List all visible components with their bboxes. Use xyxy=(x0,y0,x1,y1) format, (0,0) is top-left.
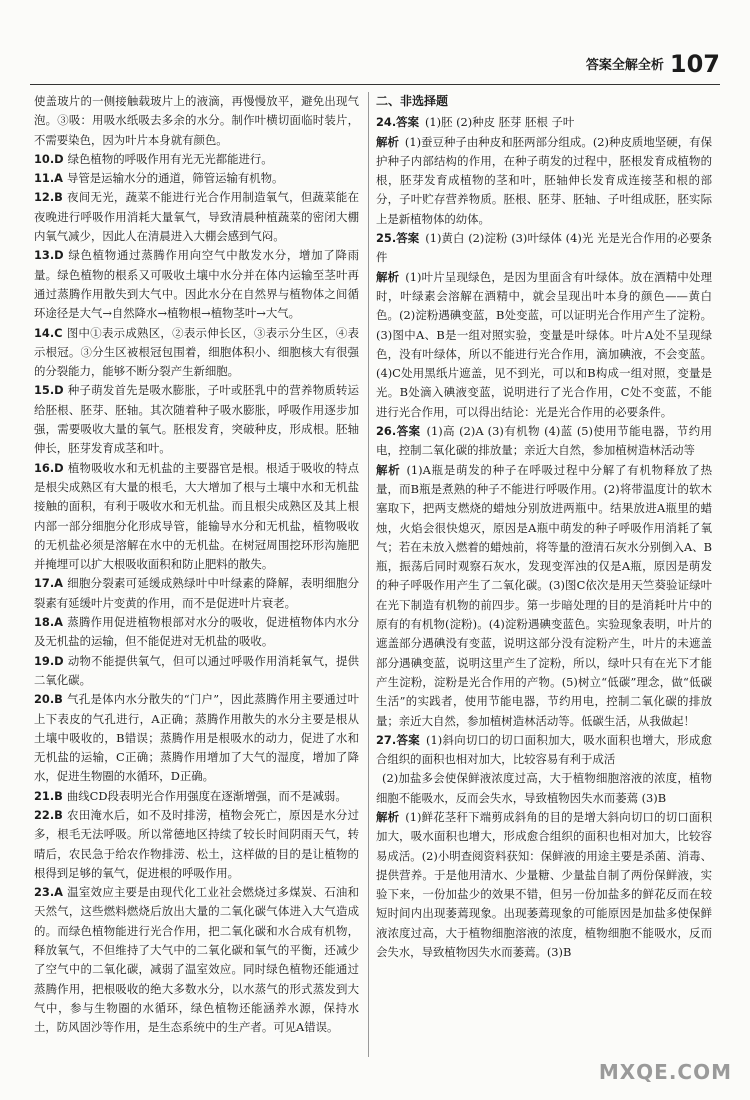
item-text: 夜间无光，蔬菜不能进行光合作用制造氧气，但蔬菜能在夜晚进行呼吸作用消耗大量氧气，导致清晨种植蔬菜的密闭大棚内氧气减少，因此人在清晨进入大棚会感到气闷。 xyxy=(34,190,359,244)
answer-item xyxy=(34,690,359,786)
answer-block xyxy=(376,268,712,422)
answer-block xyxy=(376,229,712,268)
item-text: 绿色植物的呼吸作用有光无光都能进行。 xyxy=(67,151,273,166)
block-tag: 25.答案 xyxy=(376,231,420,246)
item-number: 21.B xyxy=(34,788,63,803)
item-number: 22.B xyxy=(34,807,63,822)
right-column xyxy=(376,92,712,962)
item-number: 16.D xyxy=(34,460,64,475)
answer-item xyxy=(34,169,359,188)
block-text: (1)胚 (2)种皮 胚芽 胚根 子叶 xyxy=(424,115,575,130)
block-text: (1)黄白 (2)淀粉 (3)叶绿体 (4)光 光是光合作用的必要条件 xyxy=(376,231,712,265)
block-text: (1)鲜花茎秆下端剪成斜角的目的是增大斜向切口的切口面积加大，吸水面积也增大，形成愈合组织的面积也相对加大，比较容易成活。(2)小明查阅资料获知：保鲜液的用途主要是杀菌、消毒、提供营养。于是他用清水、少量糖、少量盐自制了两份保鲜液，实验下来，一份加盐少的效果不错，但另一份加盐多的鲜花反而在较短时间内出现萎蔫现象。出现萎蔫现象的可能原因是加盐多使保鲜液浓度过高，大于植物细胞溶液的浓度，植物细胞不能吸水，反而会失水，导致植物因失水而萎蔫。(3)B xyxy=(376,809,712,960)
answer-block xyxy=(376,113,712,132)
item-number: 10.D xyxy=(34,151,64,166)
answer-item xyxy=(34,652,359,691)
item-text: 种子萌发首先是吸水膨胀，子叶或胚乳中的营养物质转运给胚根、胚芽、胚轴。其次随着种子吸水膨胀，呼吸作用逐步加强，需要吸收大量的氧气。胚根发育，突破种皮，形成根。胚轴伸长，胚芽发育成茎和叶。 xyxy=(34,383,359,456)
answer-block xyxy=(376,422,712,461)
answer-item xyxy=(34,787,359,806)
item-number: 15.D xyxy=(34,383,64,398)
answer-block xyxy=(376,461,712,731)
item-number: 12.B xyxy=(34,190,63,205)
item-number: 14.C xyxy=(34,325,63,340)
answer-block xyxy=(376,731,712,770)
item-number: 17.A xyxy=(34,576,63,591)
item-text: 导管是运输水分的通道，筛管运输有机物。 xyxy=(67,171,284,186)
block-text: (1)A瓶是萌发的种子在呼吸过程中分解了有机物释放了热量，而B瓶是煮熟的种子不能进行呼吸作用。(2)将带温度计的软木塞取下，把两支燃烧的蜡烛分别放进两瓶中。结果放进A瓶里的蜡烛，火焰会很快熄灭，原因是A瓶中萌发的种子呼吸作用消耗了氧气；若在未放入燃着的蜡烛前，将等量的澄清石灰水分别倒入A、B瓶，振荡后同时观察石灰水，发现变浑浊的仅是A瓶，原因是萌发的种子呼吸作用产生了二氧化碳。(3)图C依次是用天竺葵验证绿叶在光下制造有机物的前四步。第一步暗处理的目的是消耗叶片中的原有的有机物(淀粉)。(4)淀粉遇碘变蓝色。实验现象表明，叶片的遮盖部分遇碘没有变蓝，说明这部分没有淀粉产生，叶片的未遮盖部分遇碘变蓝，说明这里产生了淀粉，所以，绿叶只有在光下才能产生淀粉，淀粉是光合作用的产物。(5)树立“低碳”理念，做“低碳生活”的实践者，使用节能电器，节约用电，控制二氧化碳的排放量；亲近大自然，参加植树造林活动等。低碳生活，从我做起！ xyxy=(376,462,712,728)
item-text: 温室效应主要是由现代化工业社会燃烧过多煤炭、石油和天然气，这些燃料燃烧后放出大量的二氧化碳气体进入大气造成的。而绿色植物能进行光合作用，把二氧化碳和水合成有机物，释放氧气，不但维持了大气中的二氧化碳和氧气的平衡，还减少了空气中的二氧化碳，减弱了温室效应。同时绿色植物还能通过蒸腾作用，把根吸收的绝大多数水分，以水蒸气的形式蒸发到大气中，参与生物圈的水循环，绿色植物还能涵养水源，保持水土，防风固沙等作用，是生态系统中的生产者。可见A错误。 xyxy=(34,885,359,1035)
block-tag: 24.答案 xyxy=(376,115,419,130)
answer-item xyxy=(34,381,359,458)
block-text: (1)叶片呈现绿色，是因为里面含有叶绿体。放在酒精中处理时，叶绿素会溶解在酒精中，就会呈现出叶本身的颜色——黄白色。(2)淀粉遇碘变蓝，B处变蓝，可以证明光合作用产生了淀粉。(3)图中A、B是一组对照实验，变量是叶绿体。叶片A处不呈现绿色，没有叶绿体，所以不能进行光合作用，滴加碘液，不会变蓝。(4)C处用黑纸片遮盖，见不到光，可以和B构成一组对照，变量是光。B处滴入碘液变蓝，说明进行了光合作用，C处不变蓝，不能进行光合作用，可以得出结论：光是光合作用的必要条件。 xyxy=(376,269,712,419)
watermark-logo: MXQE.COM xyxy=(598,1060,732,1084)
section-heading: 二、非选择题 xyxy=(376,94,449,108)
answer-item xyxy=(34,324,359,382)
block-text: (2)加盐多会使保鲜液浓度过高，大于植物细胞溶液的浓度，植物细胞不能吸水，反而会失水，导致植物因失水而萎蔫 (3)B xyxy=(376,771,712,805)
item-text: 农田淹水后，如不及时排涝，植物会死亡，原因是水分过多，根毛无法呼吸。所以常德地区持续了较长时间阴雨天气，转晴后，农民急于给农作物排涝、松土，这样做的目的是让植物的根得到足够的氧气，促进根的呼吸作用。 xyxy=(34,807,359,880)
item-text: 绿色植物通过蒸腾作用向空气中散发水分，增加了降雨量。绿色植物的根系又可吸收土壤中水分并在体内运输至茎叶再通过蒸腾作用散失到大气中。因此水分在自然界与植物体之间循环途径是大气→自然降水→植物根→植物茎叶→大气。 xyxy=(34,248,359,321)
block-text: (1)高 (2)A (3)有机物 (4)蓝 (5)使用节能电器，节约用电，控制二氧化碳的排放量；亲近大自然，参加植树造林活动等 xyxy=(376,424,712,458)
answer-block xyxy=(376,808,712,962)
item-text: 动物不能提供氧气，但可以通过呼吸作用消耗氧气，提供二氧化碳。 xyxy=(34,653,359,687)
item-number: 13.D xyxy=(34,248,64,263)
left-column xyxy=(34,92,359,1038)
item-number: 20.B xyxy=(34,692,63,707)
item-text: 图中①表示成熟区，②表示伸长区，③表示分生区，④表示根冠。③分生区被根冠包围着，细胞体积小、细胞核大有很强的分裂能力，能够不断分裂产生新细胞。 xyxy=(34,325,359,379)
item-number: 18.A xyxy=(34,615,63,630)
item-text: 曲线CD段表明光合作用强度在逐渐增强，而不是减弱。 xyxy=(66,788,347,803)
answer-item xyxy=(34,246,359,323)
page-number: 107 xyxy=(669,50,720,78)
answer-item xyxy=(34,574,359,613)
block-tag: 解析 xyxy=(376,809,400,824)
header-rule xyxy=(30,84,720,85)
column-divider xyxy=(368,92,369,1057)
answer-block xyxy=(376,769,712,808)
page-header xyxy=(586,52,720,76)
answer-item xyxy=(34,459,359,575)
header-label: 答案全解全析 xyxy=(585,58,664,73)
answer-block xyxy=(376,133,712,229)
answer-item xyxy=(34,150,359,169)
intro-paragraph: 使盖玻片的一侧接触载玻片上的液滴，再慢慢放平，避免出现气泡。③吸：用吸水纸吸去多余的水分。制作叶横切面临时装片，不需要染色，因为叶片本身就有颜色。 xyxy=(34,94,359,147)
block-tag: 27.答案 xyxy=(376,732,420,747)
block-text: (1)斜向切口的切口面积加大，吸水面积也增大，形成愈合组织的面积也相对加大，比较容易有利于成活 xyxy=(376,732,712,767)
block-tag: 解析 xyxy=(376,134,399,149)
item-text: 气孔是体内水分散失的“门户”，因此蒸腾作用主要通过叶上下表皮的气孔进行，A正确；蒸腾作用散失的水分主要是根从土壤中吸收的，B错误；蒸腾作用是根吸水的动力，促进了水和无机盐的运输，C正确；蒸腾作用增加了大气的湿度，增加了降水，促进生物圈的水循环，D正确。 xyxy=(34,692,359,784)
answer-item xyxy=(34,806,359,883)
item-number: 11.A xyxy=(34,171,63,186)
block-tag: 26.答案 xyxy=(376,424,421,439)
item-number: 19.D xyxy=(34,653,64,668)
answer-item xyxy=(34,883,359,1037)
block-tag: 解析 xyxy=(376,462,401,477)
item-text: 细胞分裂素可延缓成熟绿叶中叶绿素的降解，表明细胞分裂素有延缓叶片变黄的作用，而不是促进叶片衰老。 xyxy=(34,576,359,610)
block-tag: 解析 xyxy=(376,269,400,284)
block-text: (1)蚕豆种子由种皮和胚两部分组成。(2)种皮质地坚硬，有保护种子内部结构的作用，在种子萌发的过程中，胚根发育成植物的根，胚芽发育成植物的茎和叶，胚轴伸长发育成连接茎和根的部分，子叶贮存营养物质。胚根、胚芽、胚轴、子叶组成胚，胚实际上是新植物体的幼体。 xyxy=(376,134,712,226)
answer-item xyxy=(34,188,359,246)
item-text: 植物吸收水和无机盐的主要器官是根。根适于吸收的特点是根尖成熟区有大量的根毛，大大增加了根与土壤中水和无机盐接触的面积，有利于吸收水和无机盐。而且根尖成熟区及其上根内部一部分细胞分化形成导管，能输导水分和无机盐，植物吸收的无机盐必须是溶解在水中的无机盐。在树冠周围挖环形沟施肥并掩埋可以扩大根吸收面积和防止肥料的散失。 xyxy=(34,460,359,572)
answer-item xyxy=(34,613,359,652)
item-text: 蒸腾作用促进植物根部对水分的吸收，促进植物体内水分及无机盐的运输，但不能促进对无机盐的吸收。 xyxy=(34,615,359,649)
item-number: 23.A xyxy=(34,885,63,900)
